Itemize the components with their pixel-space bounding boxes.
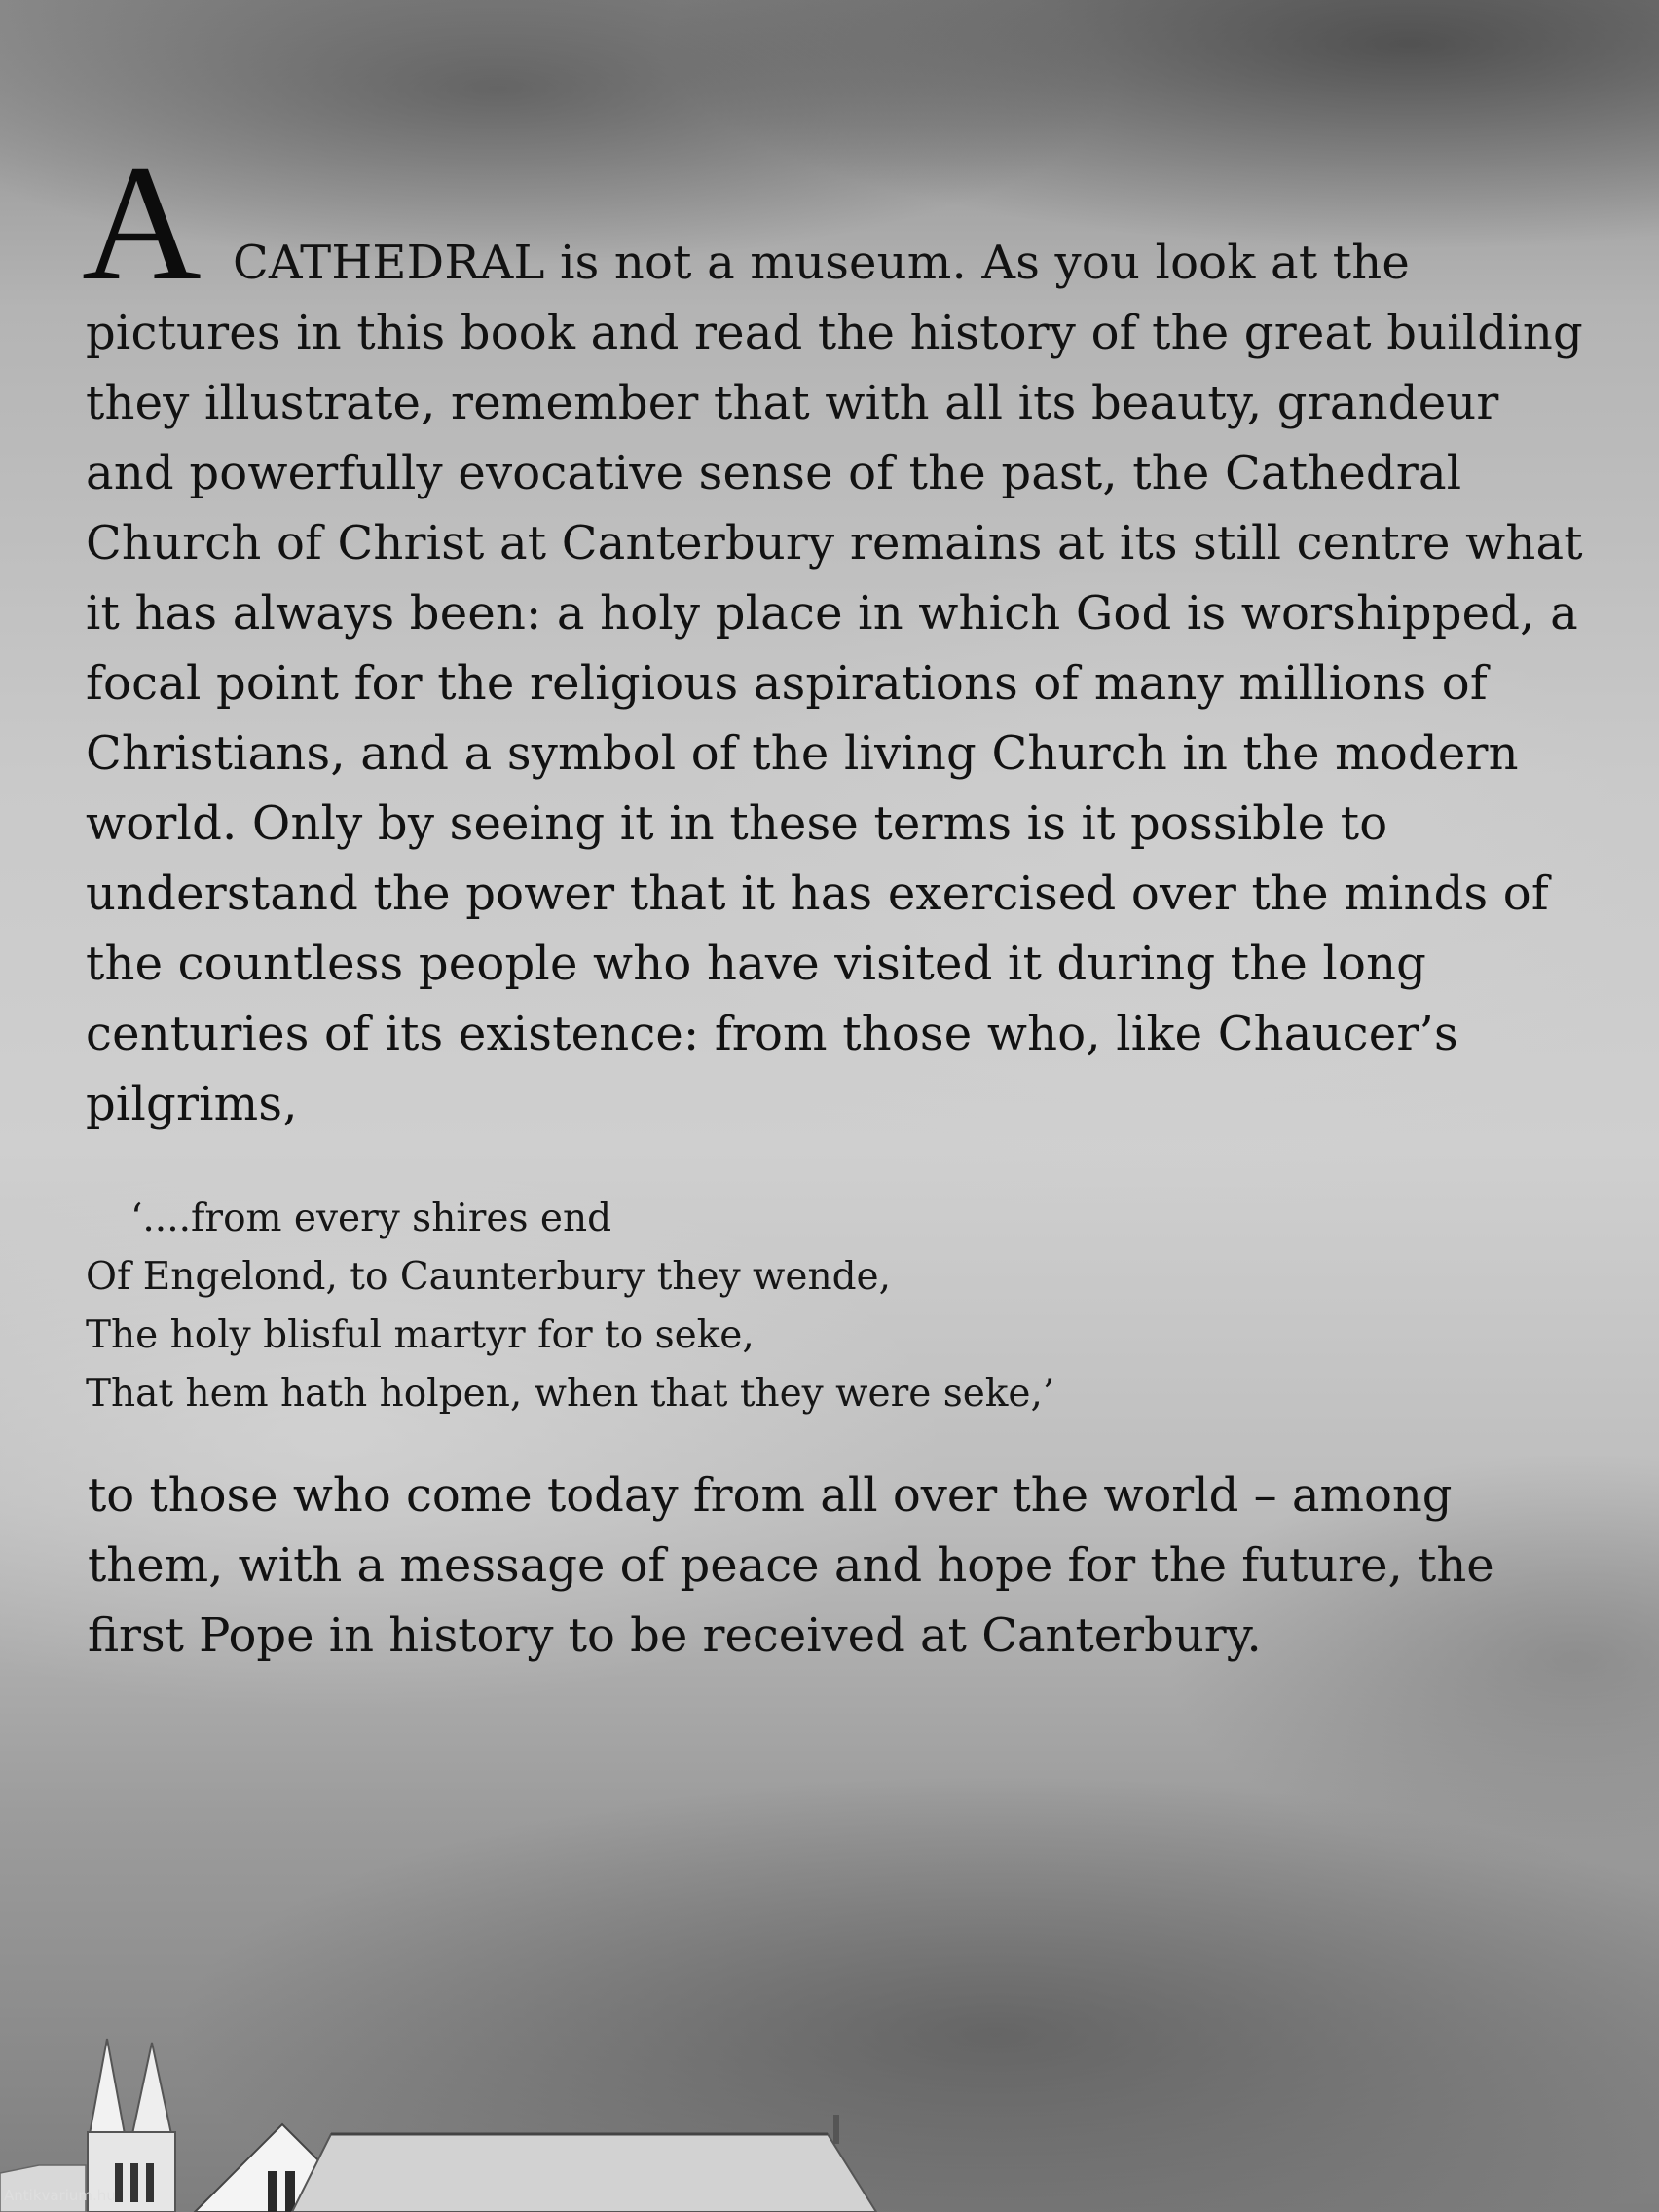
roof-main xyxy=(292,2134,876,2212)
quote-line: The holy blisful martyr for to seke, xyxy=(86,1313,755,1357)
drop-cap: A xyxy=(82,131,202,314)
cathedral-skyline xyxy=(0,2017,935,2212)
watermark: Antikvarium.hu xyxy=(4,2187,116,2204)
spire-left xyxy=(90,2039,125,2134)
tower-window xyxy=(130,2163,138,2202)
quote-line: Of Engelond, to Caunterbury they wende, xyxy=(86,1255,892,1299)
quote-line: That hem hath holpen, when that they were seke,’ xyxy=(86,1372,1055,1416)
tower-window xyxy=(115,2163,123,2202)
intro-body: is not a museum. As you look at the pictures in this book and read the history of the great building they illustrate, remember that with all its beauty, grandeur and powerfully evocative sense of the past, the Cathedral Church of Christ at Canterbury remains at its still centre what it has always been: a holy place in which God is worshipped, a focal point for the religious aspirations of many millions of Christians, and a symbol of the living Church in the modern world. Only by seeing it in these terms is it possible to understand the power that it has exercised over the minds of the countless people who have visited it during the long centuries of its existence: from those who, like Chaucer’s pilgrims, xyxy=(86,236,1583,1131)
pinnacle xyxy=(833,2115,839,2144)
intro-paragraph xyxy=(82,131,1585,1139)
chaucer-quote xyxy=(86,1190,1585,1423)
spire-right xyxy=(132,2043,171,2134)
text-block xyxy=(82,131,1585,1671)
gable-window xyxy=(268,2171,277,2212)
gable-window xyxy=(285,2171,295,2212)
tower-window xyxy=(146,2163,154,2202)
outro-paragraph: to those who come today from all over the world – among them, with a message of peace and hope for the future, the first Pope in history to be received at Canterbury. xyxy=(88,1468,1494,1663)
quote-line: ‘....from every shires end xyxy=(130,1197,612,1240)
intro-first-words: CATHEDRAL xyxy=(232,236,545,290)
